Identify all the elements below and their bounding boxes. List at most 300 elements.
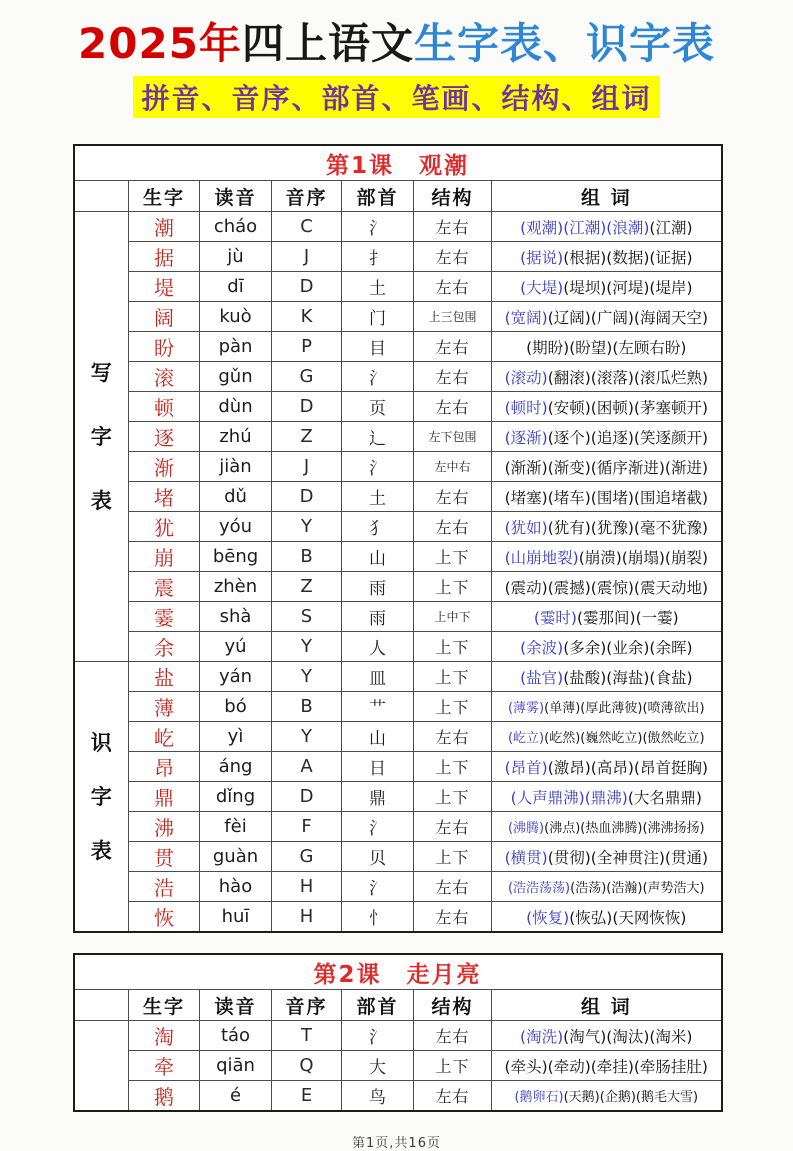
word-group: (全神贯注) — [590, 848, 665, 867]
word-group: (巍然屹立) — [580, 731, 643, 747]
alphabetical-order-cell: D — [272, 782, 342, 812]
word-groups-cell — [492, 752, 722, 782]
word-group: (毫不犹豫) — [633, 518, 709, 537]
word-group: (牵头) — [504, 1057, 548, 1076]
alphabetical-order-cell: Z — [272, 422, 342, 452]
word-group: (围追堵截) — [633, 488, 709, 507]
word-group: (堵车) — [547, 488, 591, 507]
table-row — [74, 422, 722, 452]
word-group: (昂首挺胸) — [633, 758, 709, 777]
pinyin-cell: cháo — [200, 212, 272, 242]
word-group: (恢复) — [526, 908, 570, 927]
page-subtitle-row — [0, 76, 793, 118]
alphabetical-order-cell: T — [272, 1021, 342, 1051]
word-group: (屹然) — [544, 731, 581, 747]
word-group: (人声鼎沸) — [510, 788, 585, 807]
column-header-0: 生字 — [129, 990, 200, 1021]
column-header-4: 结构 — [414, 990, 492, 1021]
pinyin-cell: qiān — [200, 1051, 272, 1081]
word-groups-cell — [492, 842, 722, 872]
worksheet-page — [0, 20, 793, 1151]
word-group: (横贯) — [504, 848, 548, 867]
structure-cell: 左右 — [414, 812, 492, 842]
radical-cell: 鼎 — [342, 782, 414, 812]
character-cell: 震 — [129, 572, 200, 602]
radical-cell: 氵 — [342, 1021, 414, 1051]
word-group: (根据) — [563, 248, 607, 267]
structure-cell: 上下 — [414, 632, 492, 662]
word-group: (浩瀚) — [606, 881, 643, 897]
word-group: (盼望) — [569, 338, 613, 357]
word-group: (堤坝) — [563, 278, 607, 297]
pinyin-cell: hào — [200, 872, 272, 902]
word-group: (崩塌) — [621, 548, 665, 567]
word-groups-cell — [492, 272, 722, 302]
table-row — [74, 512, 722, 542]
word-groups-cell — [492, 1021, 722, 1051]
table-row — [74, 602, 722, 632]
word-group: (崩裂) — [664, 548, 709, 567]
alphabetical-order-cell: H — [272, 872, 342, 902]
character-cell: 滚 — [129, 362, 200, 392]
pinyin-cell: pàn — [200, 332, 272, 362]
table-row — [74, 482, 722, 512]
table-row — [74, 452, 722, 482]
word-group: (滚动) — [504, 368, 548, 387]
table-row — [74, 362, 722, 392]
word-group: (渐渐) — [504, 458, 548, 477]
radical-cell: 人 — [342, 632, 414, 662]
word-group: (厚此薄彼) — [580, 701, 643, 717]
radical-cell: 忄 — [342, 902, 414, 933]
word-group: (滚落) — [590, 368, 634, 387]
word-groups-cell — [492, 242, 722, 272]
alphabetical-order-cell: Q — [272, 1051, 342, 1081]
character-cell: 犹 — [129, 512, 200, 542]
word-groups-cell — [492, 782, 722, 812]
alphabetical-order-cell: G — [272, 842, 342, 872]
word-group: (天鹅) — [563, 1090, 600, 1106]
radical-cell: 雨 — [342, 572, 414, 602]
table-row — [74, 722, 722, 752]
word-group: (观潮) — [520, 218, 564, 237]
radical-cell: 大 — [342, 1051, 414, 1081]
structure-cell: 左右 — [414, 272, 492, 302]
word-group: (犹有) — [547, 518, 591, 537]
word-group: (数据) — [606, 248, 650, 267]
radical-cell: 页 — [342, 392, 414, 422]
table-row — [74, 242, 722, 272]
table-row — [74, 542, 722, 572]
structure-cell: 左右 — [414, 242, 492, 272]
radical-cell: 氵 — [342, 362, 414, 392]
word-group: (鼎沸) — [584, 788, 628, 807]
page-number: 第1页,共16页 — [352, 1136, 441, 1151]
structure-cell: 左右 — [414, 332, 492, 362]
table-row — [74, 692, 722, 722]
alphabetical-order-cell: B — [272, 692, 342, 722]
word-groups-cell — [492, 362, 722, 392]
word-group: (循序渐进) — [590, 458, 665, 477]
word-group: (崩溃) — [578, 548, 622, 567]
word-group: (牵动) — [547, 1057, 591, 1076]
character-cell: 牵 — [129, 1051, 200, 1081]
alphabetical-order-cell: C — [272, 212, 342, 242]
lesson-tables-container — [73, 144, 721, 1112]
word-group: (堵塞) — [504, 488, 548, 507]
character-cell: 昂 — [129, 752, 200, 782]
alphabetical-order-cell: Y — [272, 632, 342, 662]
table-row — [74, 1051, 722, 1081]
radical-cell: 皿 — [342, 662, 414, 692]
character-cell: 堤 — [129, 272, 200, 302]
word-group: (淘米) — [649, 1027, 693, 1046]
lesson-title: 第2课 走月亮 — [74, 954, 722, 990]
word-group: (江潮) — [649, 218, 693, 237]
word-groups-cell — [492, 512, 722, 542]
radical-cell: 山 — [342, 542, 414, 572]
pinyin-cell: yú — [200, 632, 272, 662]
word-groups-cell — [492, 542, 722, 572]
character-cell: 逐 — [129, 422, 200, 452]
word-group: (天网恢恢) — [612, 908, 687, 927]
structure-cell: 左右 — [414, 872, 492, 902]
word-group: (盐官) — [520, 668, 564, 687]
word-group: (热血沸腾) — [580, 821, 643, 837]
structure-cell: 左右 — [414, 1021, 492, 1051]
radical-cell: 山 — [342, 722, 414, 752]
pinyin-cell: bó — [200, 692, 272, 722]
alphabetical-order-cell: D — [272, 392, 342, 422]
word-group: (屹立) — [507, 731, 545, 747]
word-group: (多余) — [563, 638, 607, 657]
structure-cell: 左中右 — [414, 452, 492, 482]
radical-cell: 土 — [342, 482, 414, 512]
character-cell: 沸 — [129, 812, 200, 842]
section-label: 识 字 表 — [74, 662, 129, 933]
word-groups-cell — [492, 602, 722, 632]
alphabetical-order-cell: Y — [272, 512, 342, 542]
structure-cell: 左右 — [414, 1081, 492, 1112]
radical-cell: 犭 — [342, 512, 414, 542]
word-group: (犹如) — [504, 518, 548, 537]
alphabetical-order-cell: Y — [272, 662, 342, 692]
character-cell: 渐 — [129, 452, 200, 482]
word-group: (追逐) — [590, 428, 634, 447]
structure-cell: 左右 — [414, 392, 492, 422]
character-cell: 霎 — [129, 602, 200, 632]
word-group: (宽阔) — [504, 308, 548, 327]
word-group: (淘洗) — [520, 1027, 564, 1046]
structure-cell: 上下 — [414, 572, 492, 602]
character-cell: 堵 — [129, 482, 200, 512]
pinyin-cell: é — [200, 1081, 272, 1112]
pinyin-cell: dǐng — [200, 782, 272, 812]
pinyin-cell: zhú — [200, 422, 272, 452]
word-group: (淘气) — [563, 1027, 607, 1046]
column-header-3: 部首 — [342, 181, 414, 212]
section-label: 写 字 表 — [74, 212, 129, 662]
character-cell: 阔 — [129, 302, 200, 332]
lesson-table — [73, 953, 723, 1112]
character-cell: 潮 — [129, 212, 200, 242]
word-group: (渐进) — [664, 458, 709, 477]
word-group: (震动) — [504, 578, 548, 597]
pinyin-cell: táo — [200, 1021, 272, 1051]
word-group: (高昂) — [590, 758, 634, 777]
column-header-3: 部首 — [342, 990, 414, 1021]
table-row — [74, 872, 722, 902]
pinyin-cell: yán — [200, 662, 272, 692]
pinyin-cell: dī — [200, 272, 272, 302]
alphabetical-order-cell: P — [272, 332, 342, 362]
structure-cell: 左右 — [414, 722, 492, 752]
structure-cell: 左右 — [414, 362, 492, 392]
character-cell: 盼 — [129, 332, 200, 362]
structure-cell: 上中下 — [414, 602, 492, 632]
pinyin-cell: huī — [200, 902, 272, 933]
word-group: (据说) — [520, 248, 564, 267]
word-group: (单薄) — [544, 701, 581, 717]
word-group: (激昂) — [547, 758, 591, 777]
pinyin-cell: bēng — [200, 542, 272, 572]
structure-cell: 左右 — [414, 902, 492, 933]
column-header-5: 组 词 — [492, 990, 722, 1021]
word-group: (逐渐) — [504, 428, 548, 447]
character-cell: 鼎 — [129, 782, 200, 812]
structure-cell: 左右 — [414, 512, 492, 542]
word-groups-cell — [492, 692, 722, 722]
word-group: (沸点) — [544, 821, 581, 837]
character-cell: 屹 — [129, 722, 200, 752]
word-group: (震天动地) — [633, 578, 709, 597]
column-header-0: 生字 — [129, 181, 200, 212]
pinyin-cell: áng — [200, 752, 272, 782]
word-groups-cell — [492, 392, 722, 422]
word-group: (江潮) — [563, 218, 607, 237]
word-group: (期盼) — [526, 338, 570, 357]
word-group: (余波) — [520, 638, 564, 657]
alphabetical-order-cell: B — [272, 542, 342, 572]
alphabetical-order-cell: G — [272, 362, 342, 392]
structure-cell: 左右 — [414, 212, 492, 242]
alphabetical-order-cell: K — [272, 302, 342, 332]
alphabetical-order-cell: F — [272, 812, 342, 842]
word-group: (沸沸扬扬) — [642, 821, 705, 837]
word-group: (逐个) — [547, 428, 591, 447]
lesson-title: 第1课 观潮 — [74, 145, 722, 181]
word-groups-cell — [492, 452, 722, 482]
word-group: (犹豫) — [590, 518, 634, 537]
word-group: (鹅卵石) — [514, 1090, 564, 1106]
radical-cell: 门 — [342, 302, 414, 332]
word-groups-cell — [492, 482, 722, 512]
word-group: (震惊) — [590, 578, 634, 597]
word-group: (沸腾) — [507, 821, 545, 837]
word-groups-cell — [492, 872, 722, 902]
table-row — [74, 272, 722, 302]
column-header-2: 音序 — [272, 181, 342, 212]
radical-cell: 日 — [342, 752, 414, 782]
word-group: (傲然屹立) — [642, 731, 705, 747]
word-groups-cell — [492, 632, 722, 662]
word-group: (渐变) — [547, 458, 591, 477]
radical-cell: 贝 — [342, 842, 414, 872]
structure-cell: 上下 — [414, 842, 492, 872]
word-group: (震撼) — [547, 578, 591, 597]
title-subject: 生字表、识字表 — [413, 19, 715, 68]
word-group: (淘汰) — [606, 1027, 650, 1046]
character-cell: 据 — [129, 242, 200, 272]
radical-cell: 氵 — [342, 872, 414, 902]
radical-cell: 目 — [342, 332, 414, 362]
table-row — [74, 572, 722, 602]
word-group: (辽阔) — [547, 308, 591, 327]
pinyin-cell: dùn — [200, 392, 272, 422]
structure-cell: 左下包围 — [414, 422, 492, 452]
word-group: (证据) — [649, 248, 693, 267]
page-subtitle: 拼音、音序、部首、笔画、结构、组词 — [133, 76, 659, 118]
word-groups-cell — [492, 902, 722, 933]
pinyin-cell: gǔn — [200, 362, 272, 392]
word-group: (左顾右盼) — [612, 338, 687, 357]
word-group: (盐酸) — [563, 668, 607, 687]
pinyin-cell: yóu — [200, 512, 272, 542]
structure-cell: 上下 — [414, 542, 492, 572]
alphabetical-order-cell: J — [272, 242, 342, 272]
word-groups-cell — [492, 302, 722, 332]
word-group: (牵挂) — [590, 1057, 634, 1076]
table-row — [74, 632, 722, 662]
structure-cell: 上下 — [414, 692, 492, 722]
table-row — [74, 662, 722, 692]
word-group: (大名鼎鼎) — [627, 788, 702, 807]
column-header-1: 读音 — [200, 990, 272, 1021]
lesson-table — [73, 144, 723, 933]
radical-cell: 氵 — [342, 812, 414, 842]
column-header-1: 读音 — [200, 181, 272, 212]
word-group: (广阔) — [590, 308, 634, 327]
word-group: (贯通) — [664, 848, 709, 867]
word-group: (翻滚) — [547, 368, 591, 387]
word-groups-cell — [492, 1081, 722, 1112]
table-row — [74, 302, 722, 332]
word-group: (企鹅) — [599, 1090, 636, 1106]
radical-cell: 鸟 — [342, 1081, 414, 1112]
word-group: (余晖) — [649, 638, 693, 657]
pinyin-cell: yì — [200, 722, 272, 752]
pinyin-cell: zhèn — [200, 572, 272, 602]
word-group: (海阔天空) — [633, 308, 709, 327]
word-groups-cell — [492, 722, 722, 752]
pinyin-cell: dǔ — [200, 482, 272, 512]
radical-cell: 扌 — [342, 242, 414, 272]
alphabetical-order-cell: H — [272, 902, 342, 933]
pinyin-cell: guàn — [200, 842, 272, 872]
table-row — [74, 332, 722, 362]
table-row — [74, 782, 722, 812]
word-group: (喷薄欲出) — [642, 701, 705, 717]
pinyin-cell: fèi — [200, 812, 272, 842]
character-cell: 鹅 — [129, 1081, 200, 1112]
word-group: (浪潮) — [606, 218, 650, 237]
alphabetical-order-cell: E — [272, 1081, 342, 1112]
word-group: (海盐) — [606, 668, 650, 687]
structure-cell: 上下 — [414, 782, 492, 812]
column-header-2: 音序 — [272, 990, 342, 1021]
table-row — [74, 842, 722, 872]
word-groups-cell — [492, 422, 722, 452]
pinyin-cell: jù — [200, 242, 272, 272]
pinyin-cell: jiàn — [200, 452, 272, 482]
table-row — [74, 1081, 722, 1112]
word-group: (浩荡) — [570, 881, 607, 897]
word-group: (大堤) — [520, 278, 564, 297]
table-row — [74, 212, 722, 242]
word-groups-cell — [492, 662, 722, 692]
word-group: (浩浩荡荡) — [507, 881, 571, 897]
word-group: (茅塞顿开) — [633, 398, 709, 417]
alphabetical-order-cell: D — [272, 272, 342, 302]
word-groups-cell — [492, 332, 722, 362]
character-cell: 薄 — [129, 692, 200, 722]
structure-cell: 上下 — [414, 752, 492, 782]
structure-cell: 上下 — [414, 662, 492, 692]
radical-cell: 氵 — [342, 452, 414, 482]
structure-cell: 上下 — [414, 1051, 492, 1081]
word-group: (声势浩大) — [642, 881, 705, 897]
radical-cell: 土 — [342, 272, 414, 302]
table-row — [74, 752, 722, 782]
alphabetical-order-cell: S — [272, 602, 342, 632]
radical-cell: 氵 — [342, 212, 414, 242]
table-row — [74, 812, 722, 842]
column-header-4: 结构 — [414, 181, 492, 212]
word-group: (安顿) — [547, 398, 591, 417]
word-group: (薄雾) — [507, 701, 545, 717]
word-group: (恢弘) — [569, 908, 613, 927]
word-group: (困顿) — [590, 398, 634, 417]
word-group: (霎那间) — [576, 608, 636, 627]
structure-cell: 左右 — [414, 482, 492, 512]
character-cell: 贯 — [129, 842, 200, 872]
word-groups-cell — [492, 1051, 722, 1081]
pinyin-cell: shà — [200, 602, 272, 632]
word-group: (鹅毛大雪) — [635, 1090, 699, 1106]
word-group: (贯彻) — [547, 848, 591, 867]
radical-cell: 雨 — [342, 602, 414, 632]
radical-cell: 艹 — [342, 692, 414, 722]
table-row — [74, 392, 722, 422]
word-group: (一霎) — [635, 608, 679, 627]
word-group: (河堤) — [606, 278, 650, 297]
word-group: (业余) — [606, 638, 650, 657]
word-groups-cell — [492, 212, 722, 242]
character-cell: 恢 — [129, 902, 200, 933]
word-group: (昂首) — [504, 758, 548, 777]
column-header-5: 组 词 — [492, 181, 722, 212]
word-group: (滚瓜烂熟) — [633, 368, 709, 387]
word-group: (山崩地裂) — [504, 548, 579, 567]
character-cell: 浩 — [129, 872, 200, 902]
table-row — [74, 1021, 722, 1051]
word-group: (围堵) — [590, 488, 634, 507]
title-grade: 四上语文 — [241, 19, 414, 68]
alphabetical-order-cell: A — [272, 752, 342, 782]
word-group: (牵肠挂肚) — [633, 1057, 708, 1076]
alphabetical-order-cell: D — [272, 482, 342, 512]
character-cell: 淘 — [129, 1021, 200, 1051]
